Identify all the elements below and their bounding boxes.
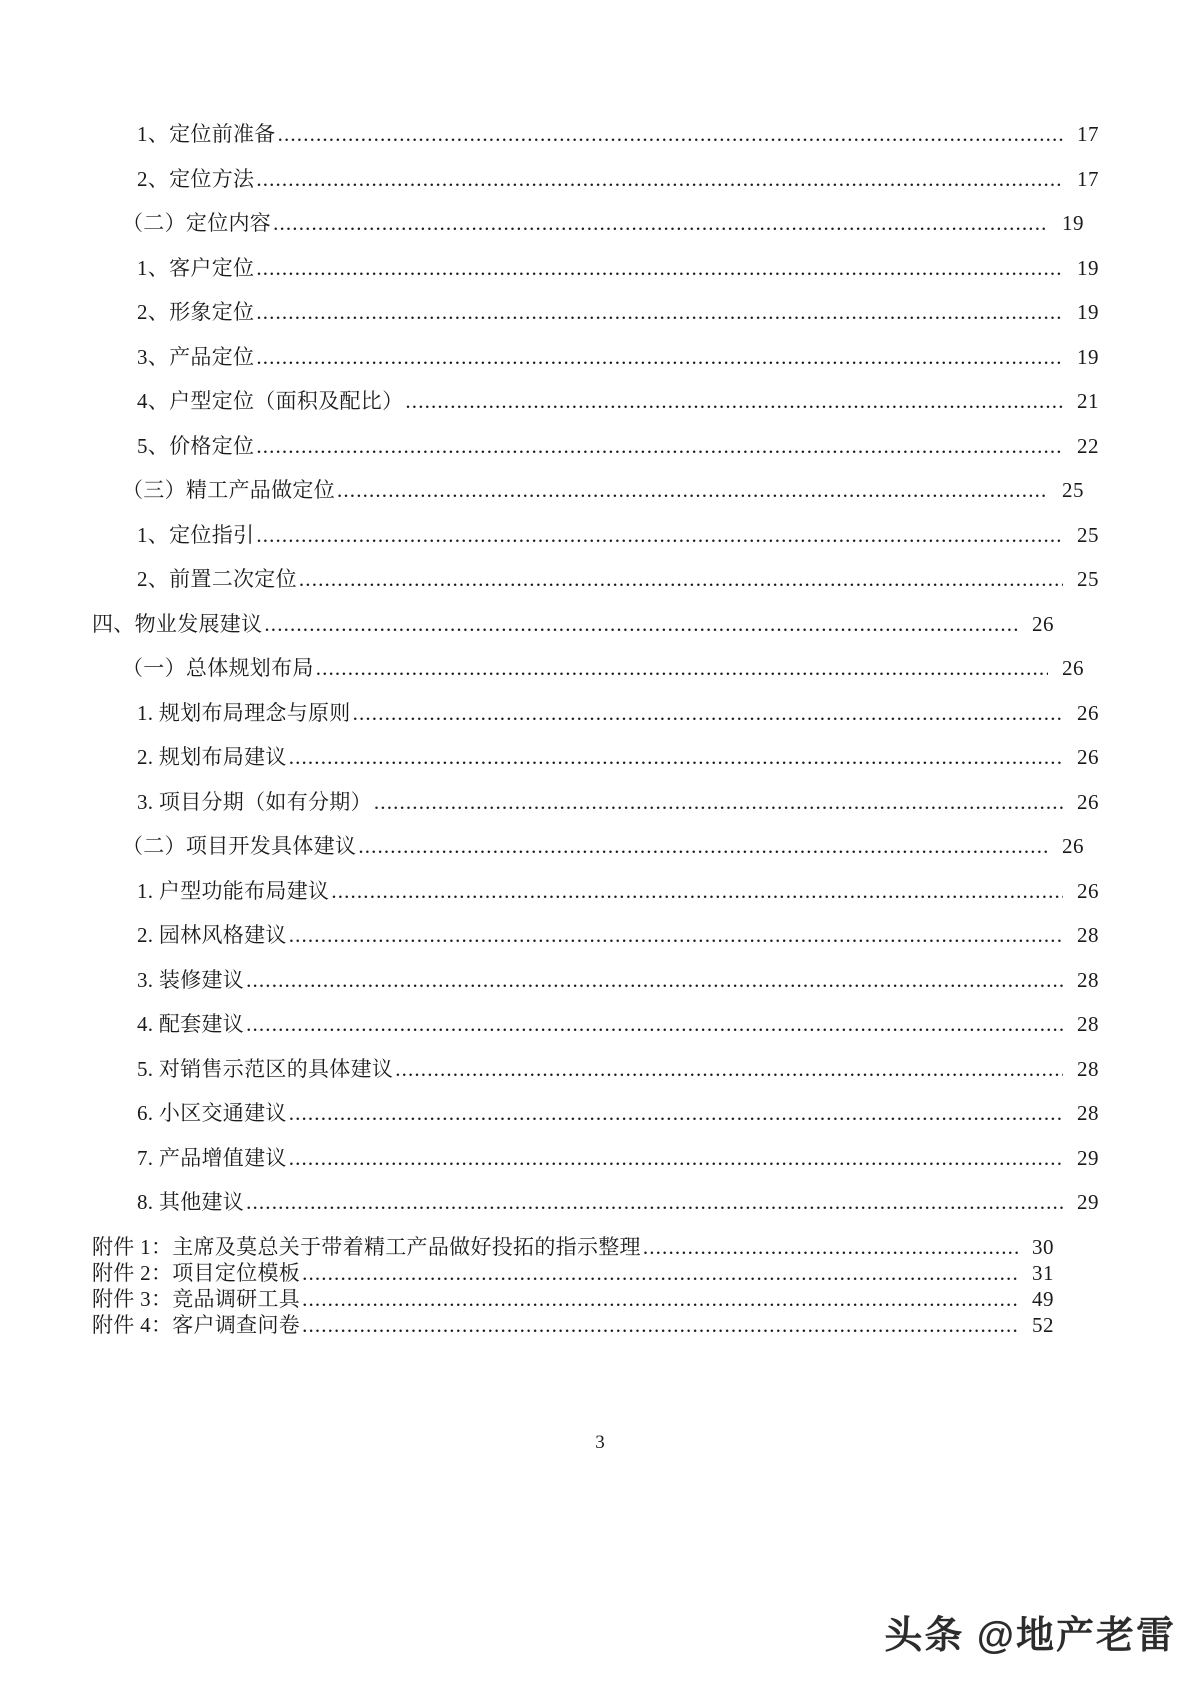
dot-leader [643,1237,1018,1258]
dot-leader [289,747,1063,768]
toc-entry[interactable] [92,522,1099,547]
toc-attachment[interactable] [92,1234,1054,1259]
toc-entry-label: 1、定位指引 [137,522,255,547]
toc-entry[interactable] [92,836,1084,857]
toc-entry[interactable] [92,302,1099,323]
toc-entry-page-number: 26 [1077,700,1099,725]
toc-entry-label: 8. 其他建议 [137,1190,245,1214]
dot-leader [256,302,1063,323]
toc-entry[interactable] [92,611,1054,636]
toc-entry-page-number: 19 [1077,300,1099,324]
toc-entry[interactable] [92,124,1099,145]
toc-entry-page-number: 26 [1077,878,1099,903]
toc-entry[interactable] [92,789,1099,814]
toc-entry-label: 7. 产品增值建议 [137,1145,287,1170]
toc-entry[interactable] [92,878,1099,903]
toc-entry-page-number: 17 [1077,122,1099,146]
dot-leader [353,703,1063,724]
toc-entry-page-number: 28 [1077,1012,1099,1036]
toc-entry[interactable] [92,925,1099,946]
toc-entry-label: 2. 规划布局建议 [137,745,287,769]
toc-entry-page-number: 29 [1077,1190,1099,1214]
toc-entry-page-number: 26 [1032,611,1054,636]
toc-entry[interactable] [92,747,1099,768]
toc-entry-label: （二）定位内容 [122,211,272,235]
toc-entry-label: （一）总体规划布局 [122,656,314,680]
toc-entry-label: （三）精工产品做定位 [122,478,335,502]
table-of-contents [92,122,1099,1341]
dot-leader [256,169,1063,190]
toc-entry[interactable] [92,1014,1099,1035]
toc-entry[interactable] [92,213,1084,234]
toc-entry[interactable] [92,1103,1099,1124]
toc-entry[interactable] [92,1145,1099,1170]
toc-attachment-label: 附件 3：竞品调研工具 [92,1286,301,1311]
dot-leader [289,925,1063,946]
dot-leader [289,1148,1063,1169]
toc-entry-label: 3. 装修建议 [137,967,245,992]
toc-entry[interactable] [92,166,1099,191]
toc-attachment-page-number: 49 [1032,1286,1054,1311]
toc-attachment-page-number: 30 [1032,1234,1054,1259]
dot-leader [374,792,1063,813]
dot-leader [331,881,1063,902]
toc-entry-list [92,122,1099,1214]
toc-entry-label: 1. 户型功能布局建议 [137,878,330,903]
toc-entry-page-number: 28 [1077,1101,1099,1125]
toc-entry-page-number: 25 [1077,567,1099,591]
toc-entry-page-number: 28 [1077,967,1099,992]
dot-leader [264,614,1018,635]
dot-leader [316,658,1048,679]
toc-entry-page-number: 26 [1077,745,1099,769]
dot-leader [256,436,1063,457]
toc-attachment-label: 附件 1：主席及莫总关于带着精工产品做好投拓的指示整理 [92,1234,641,1259]
dot-leader [278,124,1063,145]
toc-entry-page-number: 28 [1077,1056,1099,1081]
toc-entry-label: 3、产品定位 [137,344,255,369]
toc-entry-page-number: 22 [1077,433,1099,458]
toc-entry[interactable] [92,1192,1099,1213]
toc-entry-page-number: 19 [1077,344,1099,369]
dot-leader [256,525,1063,546]
toc-entry-label: 2、定位方法 [137,166,255,191]
toc-entry-label: 四、物业发展建议 [92,611,263,636]
dot-leader [256,347,1063,368]
toc-entry-label: 6. 小区交通建议 [137,1101,287,1125]
toc-entry-page-number: 29 [1077,1145,1099,1170]
dot-leader [273,213,1048,234]
toc-entry-label: 1. 规划布局理念与原则 [137,700,351,725]
toc-attachment[interactable] [92,1312,1054,1337]
toc-entry-page-number: 19 [1062,211,1084,235]
toc-entry-page-number: 19 [1077,255,1099,280]
watermark-text: 头条 @地产老雷 [884,1615,1176,1657]
dot-leader [302,1289,1018,1310]
toc-entry-page-number: 26 [1062,656,1084,680]
toc-entry[interactable] [92,391,1099,412]
toc-entry[interactable] [92,255,1099,280]
toc-entry-page-number: 25 [1077,522,1099,547]
dot-leader [405,391,1063,412]
toc-attachment-list [92,1234,1054,1337]
dot-leader [246,970,1063,991]
toc-entry-label: 2. 园林风格建议 [137,923,287,947]
dot-leader [299,569,1063,590]
toc-entry[interactable] [92,1056,1099,1081]
toc-entry-label: 5、价格定位 [137,433,255,458]
page-number-footer: 3 [595,1432,605,1453]
toc-entry-page-number: 21 [1077,389,1099,413]
toc-entry[interactable] [92,433,1099,458]
dot-leader [358,836,1048,857]
toc-entry[interactable] [92,480,1084,501]
toc-entry-label: 4. 配套建议 [137,1012,245,1036]
toc-entry[interactable] [92,658,1084,679]
toc-entry-label: 1、客户定位 [137,255,255,280]
toc-entry[interactable] [92,344,1099,369]
toc-entry-page-number: 17 [1077,166,1099,191]
toc-entry-label: 4、户型定位（面积及配比） [137,389,404,413]
toc-entry-label: 2、前置二次定位 [137,567,297,591]
dot-leader [395,1059,1063,1080]
toc-entry-label: 3. 项目分期（如有分期） [137,789,372,814]
toc-entry-page-number: 26 [1077,789,1099,814]
dot-leader [246,1014,1063,1035]
dot-leader [246,1192,1063,1213]
toc-entry-label: 1、定位前准备 [137,122,276,146]
dot-leader [302,1263,1018,1284]
toc-entry[interactable] [92,967,1099,992]
toc-attachment[interactable] [92,1286,1054,1311]
toc-entry-page-number: 26 [1062,834,1084,858]
toc-entry-label: 5. 对销售示范区的具体建议 [137,1056,394,1081]
toc-entry[interactable] [92,700,1099,725]
dot-leader [256,258,1063,279]
toc-entry-page-number: 28 [1077,923,1099,947]
dot-leader [302,1315,1018,1336]
toc-entry-page-number: 25 [1062,478,1084,502]
dot-leader [337,480,1048,501]
toc-entry-label: 2、形象定位 [137,300,255,324]
toc-attachment[interactable] [92,1260,1054,1285]
toc-attachment-label: 附件 2：项目定位模板 [92,1260,301,1285]
toc-entry[interactable] [92,569,1099,590]
toc-attachment-page-number: 31 [1032,1260,1054,1285]
dot-leader [289,1103,1063,1124]
toc-attachment-page-number: 52 [1032,1312,1054,1337]
toc-attachment-label: 附件 4：客户调查问卷 [92,1312,301,1337]
toc-entry-label: （二）项目开发具体建议 [122,834,357,858]
